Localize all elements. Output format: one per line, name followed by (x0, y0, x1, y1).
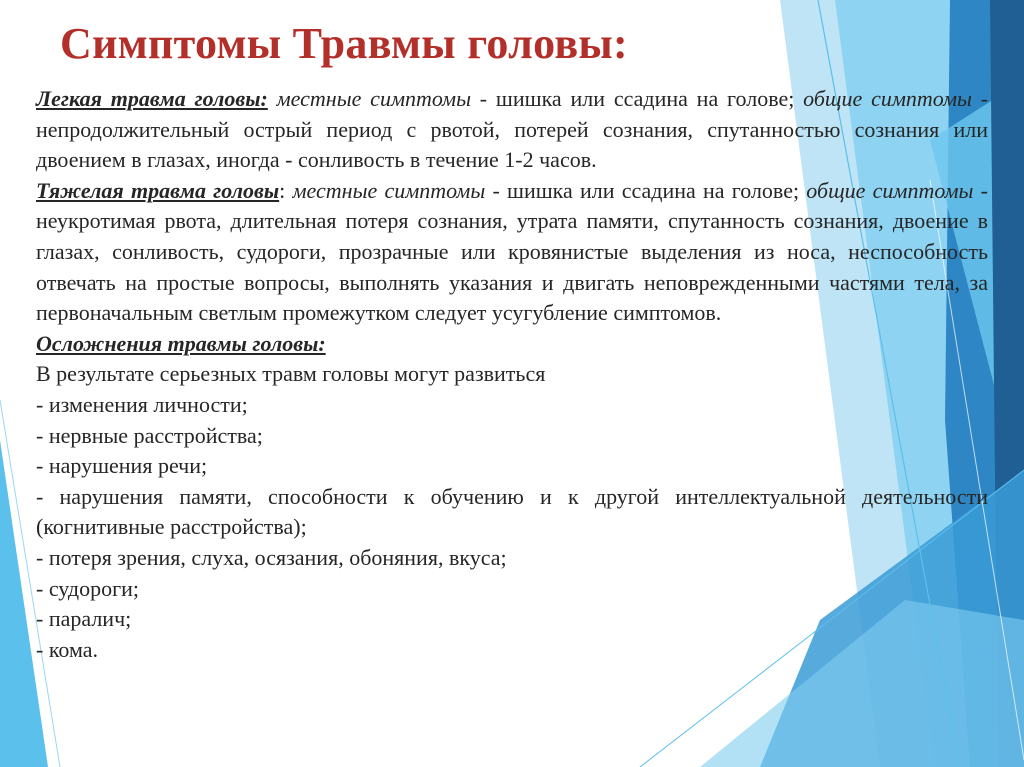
mild-injury-paragraph (36, 84, 988, 176)
mild-general-text: - непродолжительный острый период с рвотой, потерей сознания, спутанностью сознания или двоением в глазах, иногда - сонливость в течение 1-2 часов. (36, 86, 989, 173)
severe-injury-heading: Тяжелая травма головы (36, 177, 280, 203)
list-item: - нарушения речи; (36, 453, 208, 479)
slide-content (36, 84, 988, 665)
complications-heading: Осложнения травмы головы: (36, 330, 326, 356)
list-item: - судороги; (36, 575, 140, 601)
mild-general-label: общие симптомы (803, 86, 972, 111)
complications-intro: В результате серьезных травм головы могут развиться (36, 361, 546, 387)
severe-injury-paragraph (36, 176, 988, 329)
complications-heading-line (36, 329, 988, 360)
list-item: - изменения личности; (36, 391, 248, 417)
severe-colon: : (279, 177, 293, 203)
mild-local-label: местные симптомы (276, 86, 471, 111)
list-item: - нарушения памяти, способности к обучению и к другой интеллектуальной деятельности (когнитивные расстройства); (36, 483, 988, 540)
list-item: - кома. (36, 636, 99, 662)
complications-list (36, 390, 988, 665)
severe-local-text: - шишка или ссадина на голове; (485, 177, 807, 203)
severe-local-label: местные симптомы (292, 177, 486, 203)
list-item: - паралич; (36, 606, 132, 632)
page-title: Симптомы Травмы головы: (60, 19, 629, 68)
mild-injury-heading: Легкая травма головы: (36, 86, 268, 111)
severe-general-label: общие симптомы (806, 177, 974, 203)
list-item: - потеря зрения, слуха, осязания, обоняния, вкуса; (36, 544, 507, 570)
list-item: - нервные расстройства; (36, 422, 263, 448)
severe-general-text: - неукротимая рвота, длительная потеря сознания, утрата памяти, спутанность сознания, двоение в глазах, сонливость, судороги, прозрачные или кровянистые выделения из носа, неспособность отвечать на простые вопросы, выполнять указания и двигать неповрежденными частями тела, за первоначальным светлым промежутком следует усугубление симптомов. (36, 177, 988, 326)
mild-local-text: - шишка или ссадина на голове; (470, 86, 804, 111)
